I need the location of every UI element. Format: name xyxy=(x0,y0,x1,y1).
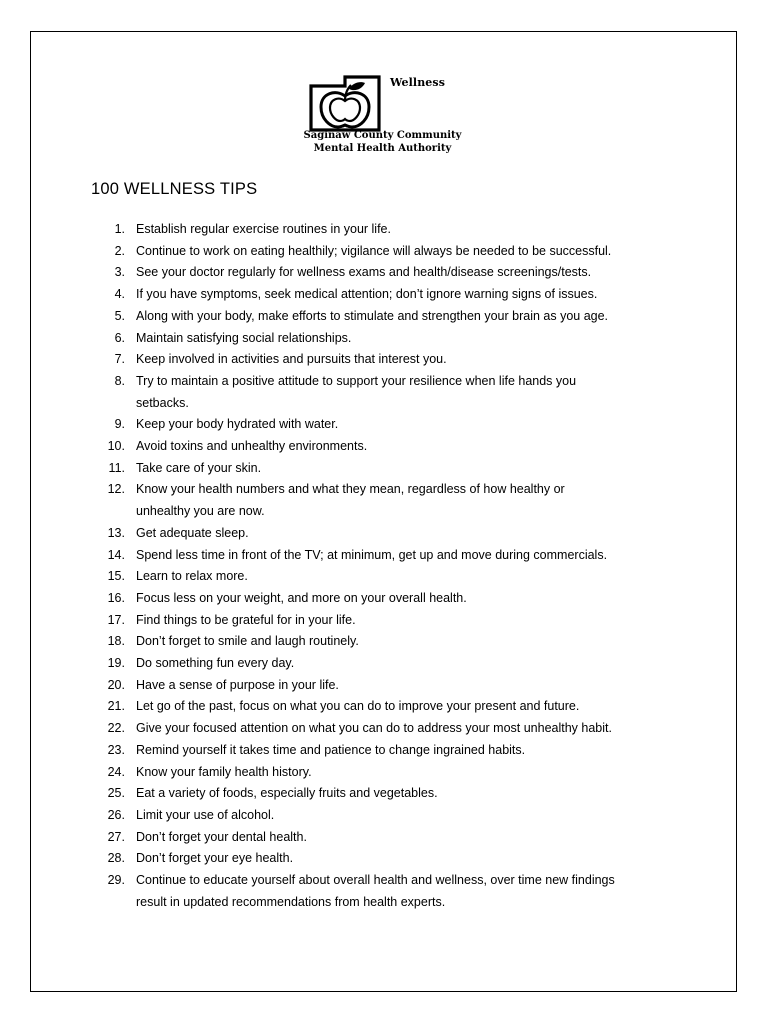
tip-number: 25. xyxy=(107,786,125,801)
tip-number: 13. xyxy=(107,525,125,540)
tip-text: Don’t forget to smile and laugh routinely. xyxy=(136,634,359,649)
tip-number: 8. xyxy=(114,373,125,388)
tip-text: Learn to relax more. xyxy=(136,569,248,584)
tip-text: Focus less on your weight, and more on your overall health. xyxy=(136,590,467,605)
list-item xyxy=(91,523,726,545)
tip-text: Keep involved in activities and pursuits that interest you. xyxy=(136,352,447,367)
list-item xyxy=(91,545,726,567)
list-item xyxy=(91,414,726,436)
tip-number: 6. xyxy=(114,330,125,345)
list-item xyxy=(91,328,726,350)
tip-number: 3. xyxy=(114,265,125,280)
tip-text: Take care of your skin. xyxy=(136,460,262,475)
org-name-line-2: Mental Health Authority xyxy=(313,143,452,154)
tip-number: 22. xyxy=(107,721,125,736)
tip-number: 24. xyxy=(107,764,125,779)
list-item xyxy=(91,696,726,718)
list-item xyxy=(91,718,726,740)
tip-text: Remind yourself it takes time and patience to change ingrained habits. xyxy=(136,742,526,757)
list-item xyxy=(91,241,726,263)
list-item xyxy=(91,610,726,632)
tip-number: 15. xyxy=(107,569,125,584)
tip-text-continuation: setbacks. xyxy=(136,395,189,410)
tip-text: Know your health numbers and what they mean, regardless of how healthy or xyxy=(136,482,565,497)
list-item xyxy=(91,219,726,241)
tip-text: Get adequate sleep. xyxy=(136,525,249,540)
tip-text-continuation: unhealthy you are now. xyxy=(136,504,265,519)
tip-text: Continue to work on eating healthily; vigilance will always be needed to be successful. xyxy=(136,243,612,258)
tip-number: 5. xyxy=(114,308,125,323)
tip-text: Let go of the past, focus on what you can do to improve your present and future. xyxy=(136,699,580,714)
tip-number: 29. xyxy=(107,873,125,888)
tip-text: Keep your body hydrated with water. xyxy=(136,417,339,432)
document-page xyxy=(30,31,737,992)
list-item xyxy=(91,762,726,784)
list-item xyxy=(91,436,726,458)
tip-number: 4. xyxy=(114,287,125,302)
tip-number: 17. xyxy=(107,612,125,627)
tip-number: 14. xyxy=(107,547,125,562)
tip-number: 1. xyxy=(114,222,125,236)
tip-number: 26. xyxy=(107,807,125,822)
tip-text: Know your family health history. xyxy=(136,764,312,779)
tip-text-continuation: result in updated recommendations from health experts. xyxy=(136,894,446,909)
tip-text: See your doctor regularly for wellness exams and health/disease screenings/tests. xyxy=(136,265,592,280)
logo-wordmark: Wellness xyxy=(390,76,445,89)
tip-text: Give your focused attention on what you can do to address your most unhealthy habit. xyxy=(136,721,612,736)
tip-number: 27. xyxy=(107,829,125,844)
tip-number: 2. xyxy=(114,243,125,258)
tip-number: 7. xyxy=(114,352,125,367)
list-item xyxy=(91,675,726,697)
list-item xyxy=(91,848,726,870)
org-name-line-1: Saginaw County Community xyxy=(303,130,462,141)
tip-text: Don’t forget your dental health. xyxy=(136,829,307,844)
list-item xyxy=(91,588,726,610)
tip-text: Try to maintain a positive attitude to support your resilience when life hands you xyxy=(136,373,577,388)
tip-text: Spend less time in front of the TV; at minimum, get up and move during commercials. xyxy=(136,547,608,562)
list-item xyxy=(91,740,726,762)
tip-text: Maintain satisfying social relationships. xyxy=(136,330,352,345)
list-item xyxy=(91,479,726,522)
tip-text: Continue to educate yourself about overall health and wellness, over time new findings xyxy=(136,873,615,888)
tip-number: 20. xyxy=(107,677,125,692)
tip-number: 16. xyxy=(107,590,125,605)
list-item xyxy=(91,827,726,849)
list-item xyxy=(91,349,726,371)
org-logo xyxy=(301,74,471,160)
apple-logo-icon xyxy=(308,74,382,132)
list-item xyxy=(91,805,726,827)
organization-name xyxy=(301,129,464,155)
list-item xyxy=(91,783,726,805)
list-item xyxy=(91,371,726,414)
list-item xyxy=(91,870,726,913)
tip-number: 10. xyxy=(107,439,125,454)
tip-text: If you have symptoms, seek medical attention; don’t ignore warning signs of issues. xyxy=(136,287,598,302)
tip-number: 28. xyxy=(107,851,125,866)
tip-text: Eat a variety of foods, especially fruits and vegetables. xyxy=(136,786,438,801)
tip-text: Along with your body, make efforts to stimulate and strengthen your brain as you age. xyxy=(136,308,609,323)
tip-text: Have a sense of purpose in your life. xyxy=(136,677,339,692)
list-item xyxy=(91,566,726,588)
list-item xyxy=(91,653,726,675)
tip-number: 9. xyxy=(114,417,125,432)
tip-number: 19. xyxy=(107,656,125,671)
document-title: 100 WELLNESS TIPS xyxy=(91,180,258,198)
tip-number: 18. xyxy=(107,634,125,649)
list-item xyxy=(91,284,726,306)
tip-text: Don’t forget your eye health. xyxy=(136,851,294,866)
tip-text: Establish regular exercise routines in your life. xyxy=(136,222,391,236)
wellness-tips-list xyxy=(91,219,726,914)
tip-number: 23. xyxy=(107,742,125,757)
tip-text: Do something fun every day. xyxy=(136,656,295,671)
list-item xyxy=(91,262,726,284)
tip-text: Find things to be grateful for in your life. xyxy=(136,612,356,627)
tip-number: 11. xyxy=(108,460,125,475)
tip-number: 21. xyxy=(107,699,125,714)
tip-text: Avoid toxins and unhealthy environments. xyxy=(136,439,368,454)
list-item xyxy=(91,458,726,480)
list-item xyxy=(91,631,726,653)
list-item xyxy=(91,306,726,328)
tip-number: 12. xyxy=(107,482,125,497)
tip-text: Limit your use of alcohol. xyxy=(136,807,275,822)
